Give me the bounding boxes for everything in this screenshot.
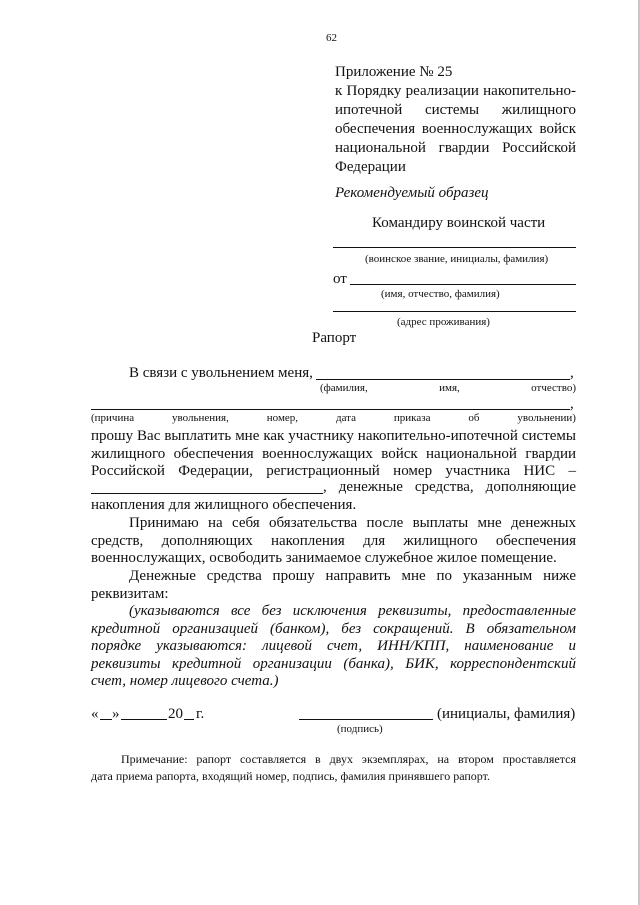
- note: [91, 751, 576, 785]
- note-line: Примечание: рапорт составляется в двух экземплярах, на втором проставляется: [121, 752, 576, 766]
- date-day-line: [100, 719, 112, 720]
- fio-captions: (фамилия, имя, отчество): [320, 382, 576, 394]
- reason-line: [91, 409, 570, 410]
- funds-tail: , денежные средства, дополняющие: [323, 479, 576, 495]
- from-line: [350, 284, 576, 285]
- details-paragraph: [91, 568, 576, 603]
- rank-caption: (воинское звание, инициалы, фамилия): [365, 253, 549, 265]
- note-line: дата приема рапорта, входящий номер, подпись, фамилия принявшего рапорт.: [91, 769, 490, 783]
- doc-title: Рапорт: [312, 330, 357, 346]
- address-line: [333, 311, 576, 312]
- signature-caption: (подпись): [337, 723, 383, 735]
- date-close: »: [112, 706, 120, 722]
- text-line: прошу Вас выплатить мне как участнику накопительно-ипотечной системы: [91, 428, 576, 444]
- appendix-line: Федерации: [335, 159, 406, 175]
- funds-end: накопления для жилищного обеспечения.: [91, 497, 357, 513]
- appendix-line: к Порядку реализации накопительно-: [335, 83, 576, 99]
- dismissal-intro: В связи с увольнением меня,: [129, 365, 313, 381]
- address-caption: (адрес проживания): [397, 316, 490, 328]
- recipient: Командиру воинской части: [372, 215, 546, 231]
- appendix-block: [335, 63, 576, 177]
- date-suffix: г.: [196, 706, 205, 722]
- from-label: от: [333, 271, 347, 287]
- document-page: 62 Приложение № 25 к Порядку реализации накопительно- ипотечной системы жилищного обеспечения военнослужащих войск национальной гвардии Российской Федерации Рекомендуемый образец Командиру воинской части (воинское звание, инициалы, фамилия) от (имя, отчество, фамилия) (адрес проживания) Рапорт В связи с увольнением меня, , (фамилия, имя, отчество) , (причина увольнения, номер, дата приказа об увольнении) прошу Вас выплатить мне как участнику накопительно-ипотечной системы жилищного обеспечения военнослужащих войск национальной гвардии Российской Федерации, регистрационный номер участника НИС – , денежные средства, дополняющие накопления для жилищного обеспечения. Принимаю на себя обязательства после выплаты мне денежных средств, дополняющих накопления для жилищного обеспечения военнослужащих, освободить занимаемое служебное жилое помещение. Денежные средства прошу направить мне по указанным ниже реквизитам: (указываются все без исключения реквизиты, предоставленные кредитной организацией (банком), без сокращений. В обязательном порядке указываются: лицевой счет, ИНН/КПП, наименование и реквизиты кредитной организации (банка), БИК, корреспондентский счет, номер лицевого счета.) « » 20 г. (инициалы, фамилия) (подпись) Примечание: рапорт составляется в двух экземплярах, на втором проставляется дата приема рапорта, входящий номер, подпись, фамилия принявшего рапорт.: [0, 0, 640, 905]
- text-line: средств, дополняющих накопления для жилищного обеспечения: [91, 532, 576, 549]
- text-line: реквизитам:: [91, 585, 169, 602]
- appendix-line: обеспечения военнослужащих войск: [335, 121, 576, 137]
- date-month-line: [121, 719, 167, 720]
- text-line: кредитной организацией (банком), без сокращений. В обязательном: [91, 620, 576, 637]
- name-caption: (имя, отчество, фамилия): [381, 288, 500, 300]
- nis-number-line: [91, 493, 323, 494]
- appendix-line: Приложение № 25: [335, 64, 453, 80]
- sample-label: Рекомендуемый образец: [335, 185, 489, 201]
- rank-line: [333, 247, 576, 248]
- text-line: Принимаю на себя обязательства после выплаты мне денежных: [129, 515, 576, 531]
- text-line: реквизиты кредитной организации (банка), БИК, корреспондентский: [91, 655, 576, 672]
- request-paragraph: [91, 428, 576, 481]
- date-open: «: [91, 706, 99, 722]
- text-line: жилищного обеспечения военнослужащих войск национальной гвардии: [91, 445, 576, 462]
- reason-captions: (причина увольнения, номер, дата приказа об увольнении): [91, 412, 576, 424]
- text-line: военнослужащих, освободить занимаемое служебное жилое помещение.: [91, 550, 557, 566]
- text-line: Российской Федерации, регистрационный номер участника НИС –: [91, 463, 576, 479]
- fio-line: [316, 379, 570, 380]
- text-line: счет, номер лицевого счета.): [91, 673, 279, 689]
- date-year: 20: [168, 706, 183, 722]
- date-year-line: [184, 719, 194, 720]
- appendix-line: ипотечной системы жилищного: [335, 102, 576, 118]
- text-line: Денежные средства прошу направить мне по указанным ниже: [129, 568, 576, 584]
- text-line: (указываются все без исключения реквизиты, предоставленные: [129, 603, 576, 619]
- italic-paragraph: [91, 603, 576, 691]
- text-line: порядке указываются: лицевой счет, ИНН/КПП, наименование и: [91, 638, 576, 654]
- appendix-line: национальной гвардии Российской: [335, 140, 576, 156]
- initials-caption: (инициалы, фамилия): [437, 706, 576, 722]
- page-number: 62: [326, 32, 337, 44]
- signature-line: [299, 719, 433, 720]
- obligation-paragraph: [91, 515, 576, 568]
